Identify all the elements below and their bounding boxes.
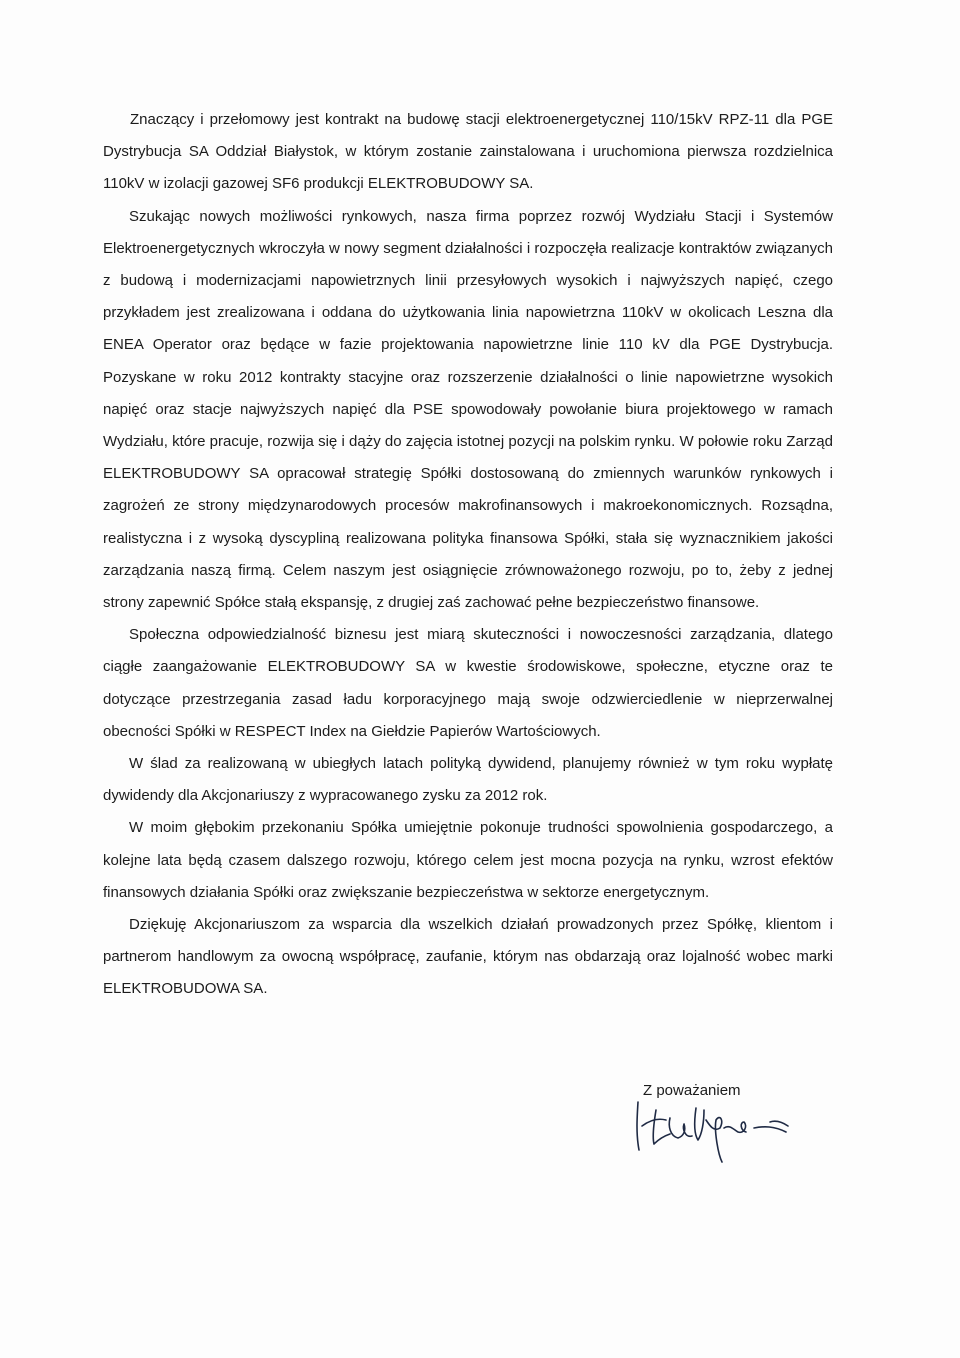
paragraph-thanks: Dziękuję Akcjonariuszom za wsparcia dla wszelkich działań prowadzonych przez Spółkę, klientom i partnerom handlowym za owocną współpracę, zaufanie, którym nas obdarzają oraz lojalność wobec marki ELEKTROBUDOWA SA. — [103, 916, 833, 998]
closing-salutation: Z poważaniem — [643, 1082, 741, 1099]
handwritten-signature — [630, 1096, 820, 1168]
paragraph-csr: Społeczna odpowiedzialność biznesu jest miarą skuteczności i nowoczesności zarządzania, dlatego ciągłe zaangażowanie ELEKTROBUDOWY SA w kwestie środowiskowe, społeczne, etyczne oraz te dotyczące przestrzegania zasad ładu korporacyjnego mają swoje odzwierciedlenie w nieprzerwalnej obecności Spółki w RESPECT Index na Giełdzie Papierów Wartościowych. — [103, 626, 833, 740]
paragraph-contract: Znaczący i przełomowy jest kontrakt na budowę stacji elektroenergetycznej 110/15kV RPZ-11 dla PGE Dystrybucja SA Oddział Białystok, w którym zostanie zainstalowana i uruchomiona pierwsza rozdzielnica 110kV w izolacji gazowej SF6 produkcji ELEKTROBUDOWY SA. — [103, 111, 833, 193]
paragraph-outlook: W moim głębokim przekonaniu Spółka umiejętnie pokonuje trudności spowolnienia gospodarczego, a kolejne lata będą czasem dalszego rozwoju, którego celem jest mocna pozycja na rynku, wzrost efektów finansowych działania Spółki oraz zwiększanie bezpieczeństwa w sektorze energetycznym. — [103, 819, 833, 901]
paragraph-strategy: Szukając nowych możliwości rynkowych, nasza firma poprzez rozwój Wydziału Stacji i Systemów Elektroenergetycznych wkroczyła w nowy segment działalności i rozpoczęła realizacje kontraktów związanych z budową i modernizacjami napowietrznych linii przesyłowych wysokich i najwyższych napięć, czego przykładem jest zrealizowana i oddana do użytkowania linia napowietrzna 110kV w okolicach Leszna dla ENEA Operator oraz będące w fazie projektowania napowietrzne linie 110 kV dla PGE Dystrybucja. Pozyskane w roku 2012 kontrakty stacyjne oraz rozszerzenie działalności o linie napowietrzne wysokich napięć oraz stacje najwyższych napięć dla PSE spowodowały powołanie biura projektowego w ramach Wydziału, które pracuje, rozwija się i dąży do zajęcia istotnej pozycji na polskim rynku. W połowie roku Zarząd ELEKTROBUDOWY SA opracował strategię Spółki dostosowaną do zmiennych warunków rynkowych i zagrożeń ze strony międzynarodowych procesów makrofinansowych i makroekonomicznych. Rozsądna, realistyczna i z wysoką dyscypliną realizowana polityka finansowa Spółki, stała się wyznacznikiem jakości zarządzania naszą firmą. Celem naszym jest osiągnięcie zrównoważonego rozwoju, po to, żeby z jednej strony zapewnić Spółce stałą ekspansję, z drugiej zaś zachować pełne bezpieczeństwo finansowe. — [103, 207, 833, 612]
letter-body — [103, 104, 833, 1006]
paragraph-dividend: W ślad za realizowaną w ubiegłych latach polityką dywidend, planujemy również w tym roku wypłatę dywidendy dla Akcjonariuszy z wypracowanego zysku za 2012 rok. — [103, 755, 833, 805]
